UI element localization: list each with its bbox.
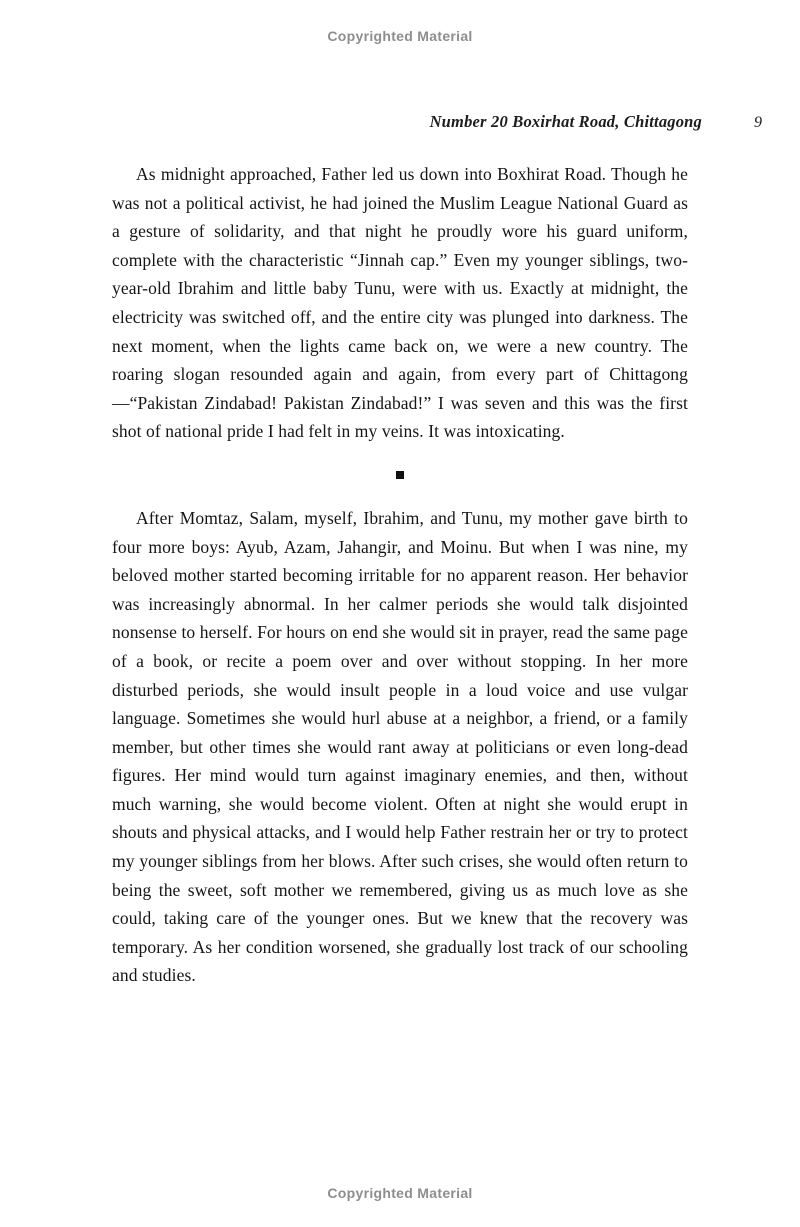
bottom-watermark: Copyrighted Material — [327, 1185, 473, 1201]
chapter-title: Number 20 Boxirhat Road, Chittagong — [429, 112, 702, 131]
running-header — [112, 112, 762, 132]
paragraph-midnight: As midnight approached, Father led us down into Boxhirat Road. Though he was not a political activist, he had joined the Muslim League National Guard as a gesture of solidarity, and that night he proudly wore his guard uniform, complete with the characteristic “Jinnah cap.” Even my younger siblings, two-year-old Ibrahim and little baby Tunu, were with us. Exactly at midnight, the electricity was switched off, and the entire city was plunged into darkness. The next moment, when the lights came back on, we were a new country. The roaring slogan resounded again and again, from every part of Chittagong—“Pakistan Zindabad! Pakistan Zindabad!” I was seven and this was the first shot of national pride I had felt in my veins. It was intoxicating. — [112, 164, 688, 442]
top-watermark: Copyrighted Material — [327, 28, 473, 44]
section-break — [112, 446, 688, 504]
paragraph-mother: After Momtaz, Salam, myself, Ibrahim, and Tunu, my mother gave birth to four more boys: Ayub, Azam, Jahangir, and Moinu. But when I was nine, my beloved mother started becoming irritable for no apparent reason. Her behavior was increasingly abnormal. In her calmer periods she would talk disjointed nonsense to herself. For hours on end she would sit in prayer, read the same page of a book, or recite a poem over and over without stopping. In her more disturbed periods, she would insult people in a loud voice and use vulgar language. Sometimes she would hurl abuse at a neighbor, a friend, or a family member, but other times she would rant away at politicians or even long-dead figures. Her mind would turn against imaginary enemies, and then, without much warning, she would become violent. Often at night she would erupt in shouts and physical attacks, and I would help Father restrain her or try to protect my younger siblings from her blows. After such crises, she would often return to being the sweet, soft mother we remembered, giving us as much love as she could, taking care of the younger ones. But we knew that the recovery was temporary. As her condition worsened, she gradually lost track of our schooling and studies. — [112, 507, 688, 986]
page-number: 9 — [754, 114, 762, 131]
section-separator-icon — [396, 471, 404, 479]
body-text-block — [112, 160, 688, 990]
